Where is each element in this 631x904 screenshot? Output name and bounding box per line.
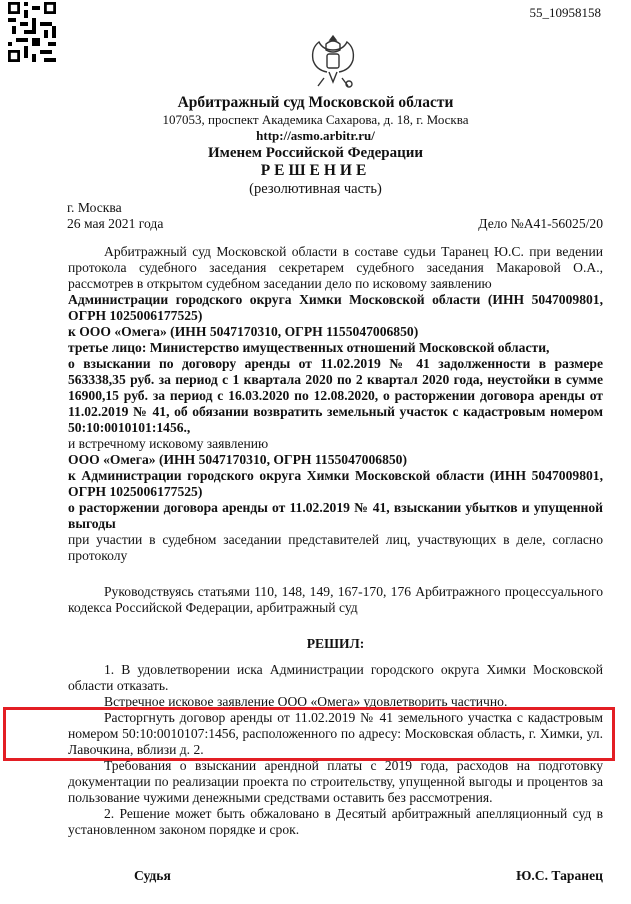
decision-part: (резолютивная часть) bbox=[249, 181, 382, 197]
city: г. Москва bbox=[67, 200, 122, 215]
termination-resolution: Расторгнуть договор аренды от 11.02.2019 № 41 земельного участка с кадастровым номером 50:10:0010107:1456, расположенного по адресу: Московская область, г. Химки, ул. Лавочкина, вблизи д. 2. bbox=[68, 710, 603, 757]
presence: при участии в судебном заседании представителей лиц, участвующих в деле, согласно протоколу bbox=[68, 532, 603, 563]
defendant: к ООО «Омега» (ИНН 5047170310, ОГРН 1155047006850) bbox=[68, 324, 419, 339]
court-url[interactable]: http://asmo.arbitr.ru/ bbox=[256, 128, 375, 143]
guided-by: Руководствуясь статьями 110, 148, 149, 167-170, 176 Арбитражного процессуального кодекса Российской Федерации, арбитражный суд bbox=[68, 584, 603, 615]
signature-name: Ю.С. Таранец bbox=[516, 868, 603, 883]
third-party: третье лицо: Министерство имущественных отношений Московской области, bbox=[68, 340, 550, 355]
case-number: Дело №А41-56025/20 bbox=[478, 216, 603, 231]
resolution-item-2: 2. Решение может быть обжаловано в Десятый арбитражный апелляционный суд в установленном законом порядке и срок. bbox=[68, 806, 603, 837]
signature-row bbox=[134, 868, 603, 884]
decision-body bbox=[68, 244, 603, 838]
in-name-heading: Именем Российской Федерации bbox=[207, 145, 424, 161]
decision-date: 26 мая 2021 года bbox=[67, 216, 164, 231]
decision-heading: РЕШЕНИЕ bbox=[260, 162, 371, 179]
counter-defendant: к Администрации городского округа Химки Московской области (ИНН 5047009801, ОГРН 1025006177525) bbox=[68, 468, 603, 499]
document-id: 55_10958158 bbox=[529, 5, 601, 20]
highlighted-region bbox=[68, 710, 603, 758]
court-title: Арбитражный суд Московской области bbox=[177, 94, 454, 111]
claim: о взыскании по договору аренды от 11.02.2019 № 41 задолженности в размере 563338,35 руб. за период с 1 квартала 2020 по 2 квартал 2020 года, неустойки в сумме 16900,15 руб. за период с 16.03.2020 по 12.08.2020, о расторжении договора аренды от 11.02.2019 № 41, об обязании возвратить земельный участок с кадастровым номером 50:10:0010101:1456., bbox=[68, 356, 603, 435]
resolution-item-1: 1. В удовлетворении иска Администрации городского округа Химки Московской области отказать. bbox=[68, 662, 603, 693]
counter-plaintiff: ООО «Омега» (ИНН 5047170310, ОГРН 1155047006850) bbox=[68, 452, 407, 467]
resolved-heading: РЕШИЛ: bbox=[306, 636, 365, 651]
plaintiff: Администрации городского округа Химки Московской области (ИНН 5047009801, ОГРН 1025006177525) bbox=[68, 292, 603, 323]
intro-paragraph: Арбитражный суд Московской области в составе судьи Таранец Ю.С. при ведении протокола судебного заседания секретарем судебного заседания Макаровой О.А., рассмотрев в открытом судебном заседании дело по исковому заявлению bbox=[68, 244, 603, 291]
counter-claim-resolution: Встречное исковое заявление ООО «Омега» удовлетворить частично. bbox=[104, 694, 508, 709]
counter-label: и встречному исковому заявлению bbox=[68, 436, 269, 451]
counter-claim: о расторжении договора аренды от 11.02.2019 № 41, взыскании убытков и упущенной выгоды bbox=[68, 500, 603, 531]
signature-role: Судья bbox=[134, 868, 171, 883]
meta-block bbox=[67, 200, 603, 232]
left-without-consideration: Требования о взыскании арендной платы с 2019 года, расходов на подготовку документации по реализации проекта по строительству, упущенной выгоды и процентов за пользование чужими денежными средствами оставить без рассмотрения. bbox=[68, 758, 603, 805]
court-address: 107053, проспект Академика Сахарова, д. 18, г. Москва bbox=[162, 112, 469, 127]
